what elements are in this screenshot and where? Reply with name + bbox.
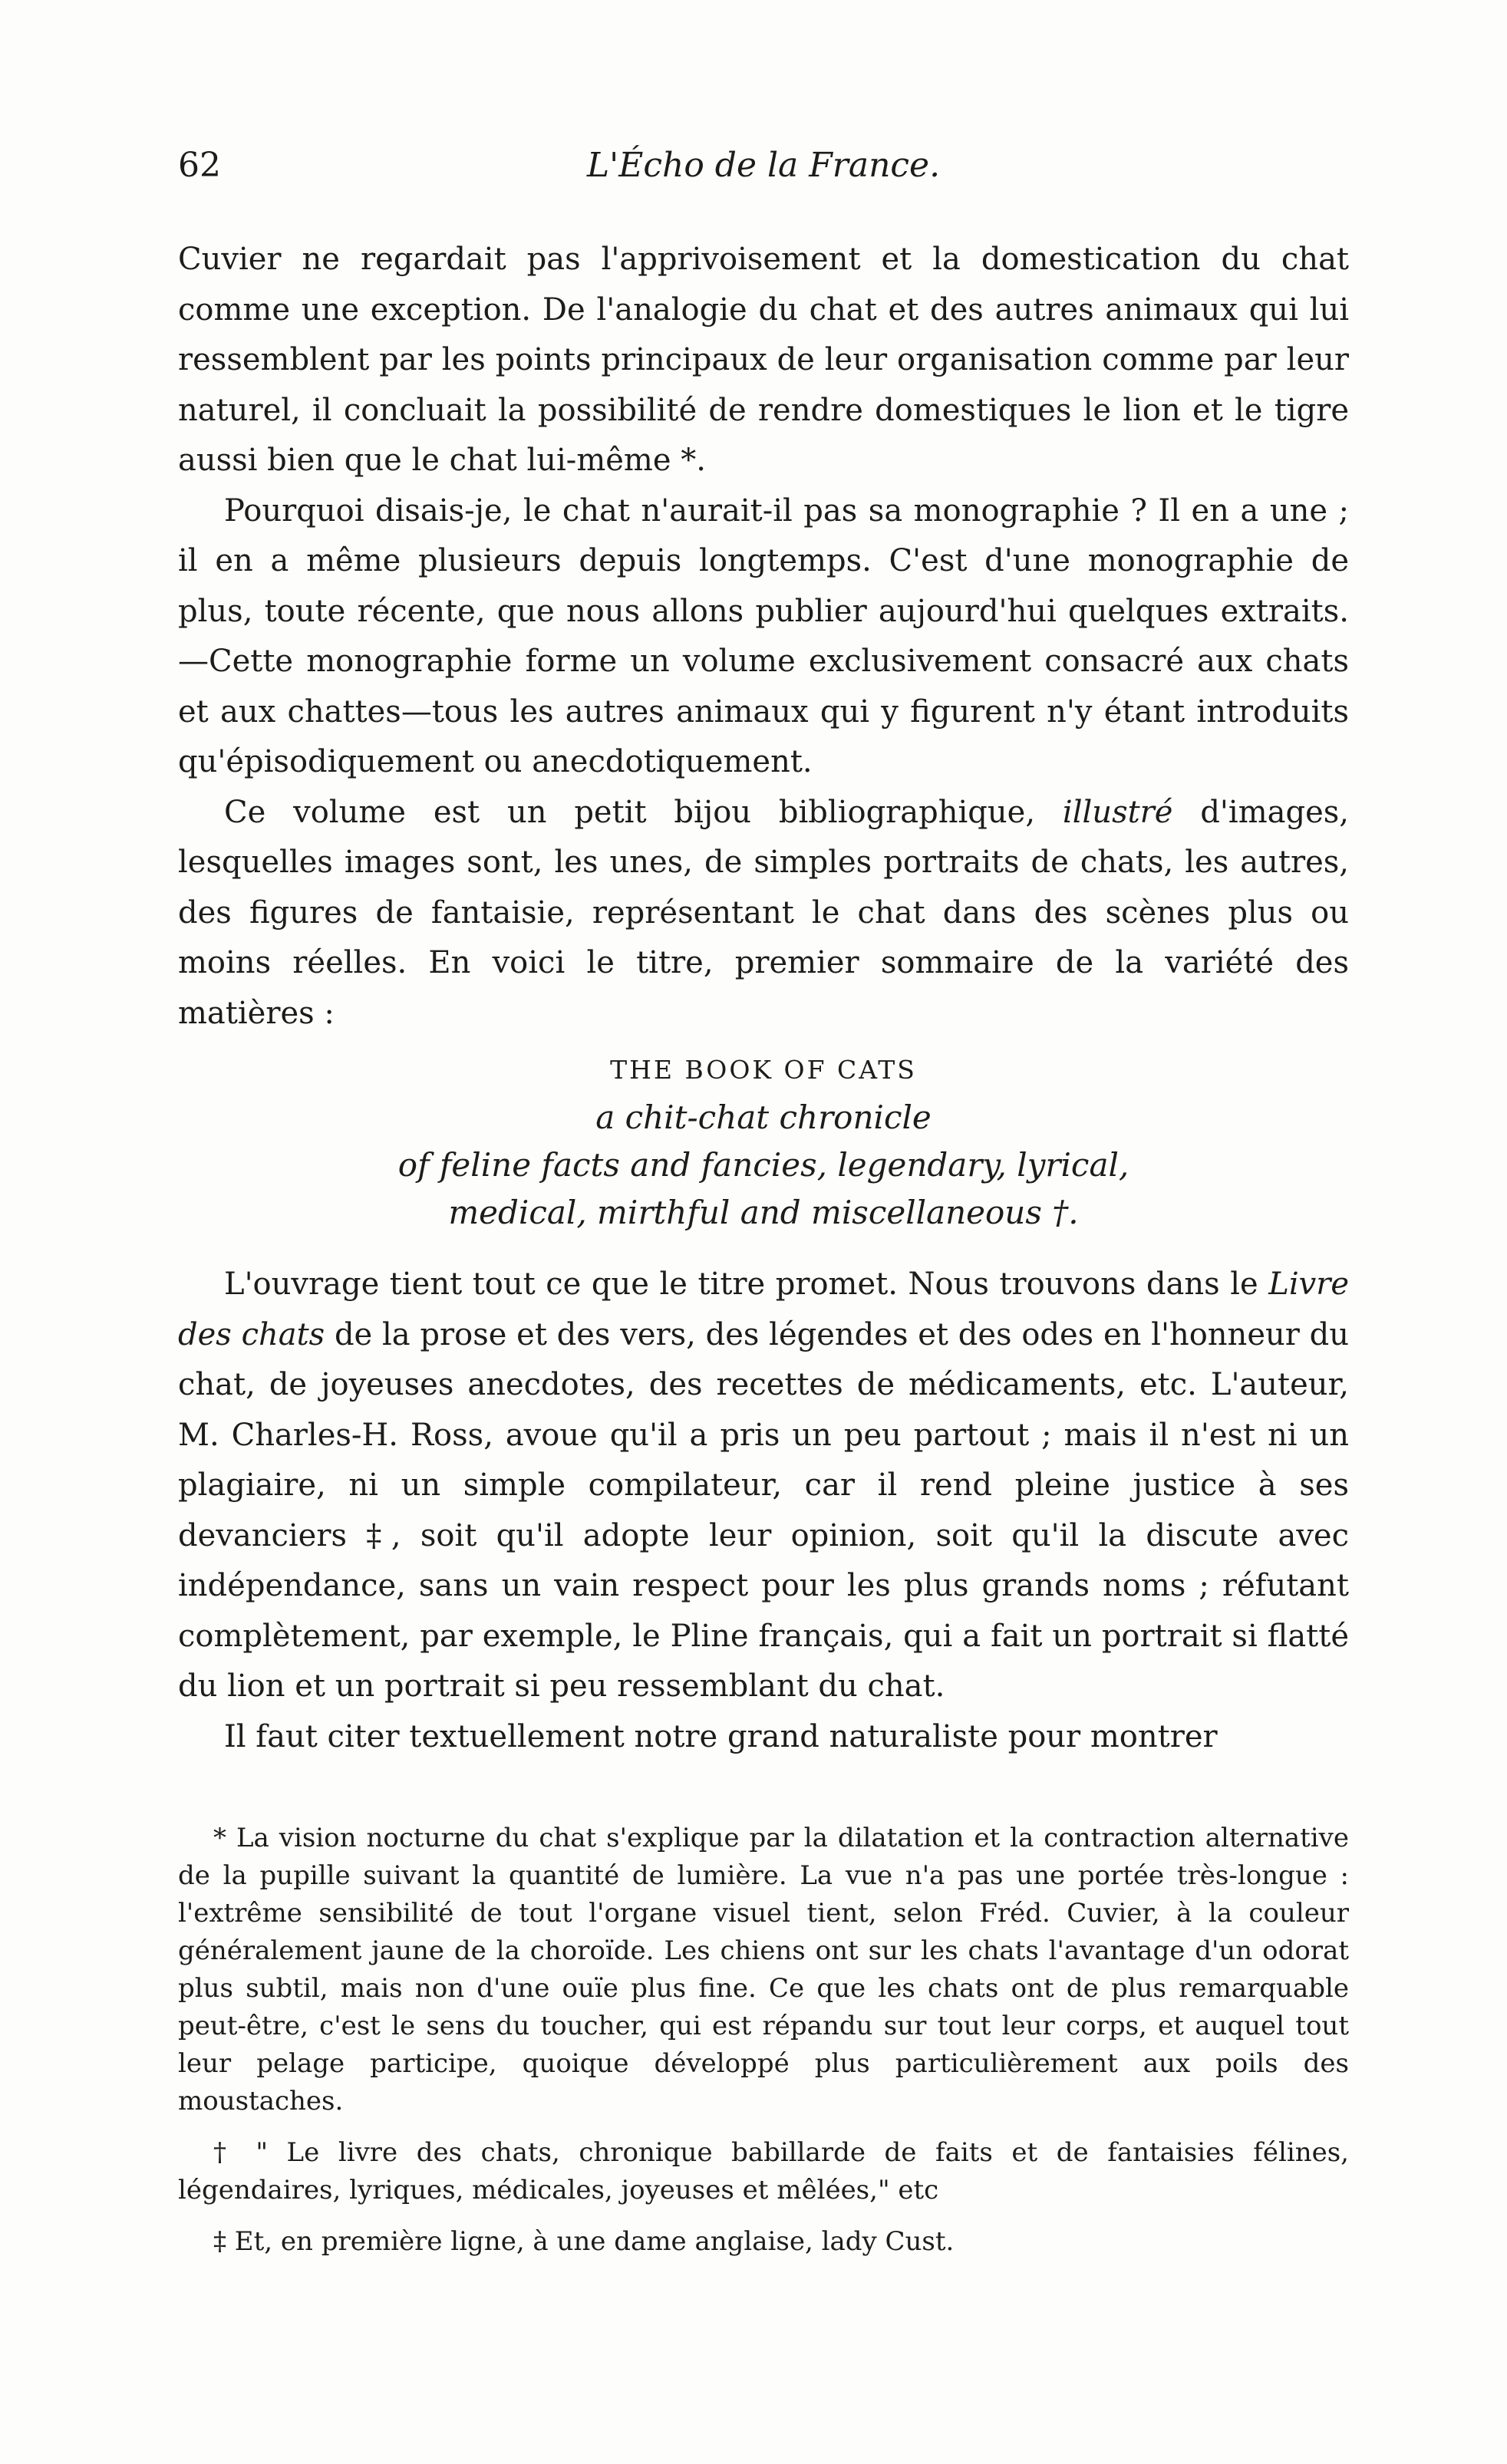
paragraph-3 — [178, 788, 1349, 1039]
book-title-line-2: a chit-chat chronicle — [595, 1099, 932, 1136]
page-number: 62 — [178, 146, 221, 185]
body-text — [178, 235, 1349, 1762]
paragraph-4-text-b: de la prose et des vers, des légendes et des odes en l'honneur du chat, de joyeuses anecdotes, des recettes de médicaments, etc. L'auteur, M. Charles-H. Ross, avoue qu'il a pris un peu partout ; mais il n'est ni un plagiaire, ni un simple compilateur, car il rend pleine justice à ses devanciers ‡, soit qu'il adopte leur opinion, soit qu'il la discute avec indépendance, sans un vain respect pour les plus grands noms ; réfutant complètement, par exemple, le Pline français, qui a fait un portrait si flatté du lion et un portrait si peu ressemblant du chat. — [178, 1316, 1349, 1704]
paragraph-4 — [178, 1260, 1349, 1712]
paragraph-2: Pourquoi disais-je, le chat n'aurait-il pas sa monographie ? Il en a une ; il en a même plusieurs depuis longtemps. C'est d'une monographie de plus, toute récente, que nous allons publier aujourd'hui quelques extraits.—Cette monographie forme un volume exclusivement consacré aux chats et aux chattes—tous les autres animaux qui y figurent n'y étant introduits qu'épisodiquement ou anecdotiquement. — [178, 492, 1349, 779]
paragraph-3-text-a: Ce volume est un petit bijou bibliographique, — [224, 794, 1063, 830]
book-title-block — [178, 1046, 1349, 1237]
paragraph-1: Cuvier ne regardait pas l'apprivoisement et la domestication du chat comme une exception. De l'analogie du chat et des autres animaux qui lui ressemblent par les points principaux de leur organisation comme par leur naturel, il concluait la possibilité de rendre domestiques le lion et le tigre aussi bien que le chat lui-même *. — [178, 242, 1349, 478]
footnotes — [178, 1820, 1349, 2261]
footnote-star: * La vision nocturne du chat s'explique par la dilatation et la contraction alternative de la pupille suivant la quantité de lumière. La vue n'a pas une portée très-longue : l'extrême sensibilité de tout l'organe visuel tient, selon Fréd. Cuvier, à la couleur généralement jaune de la choroïde. Les chiens ont sur les chats l'avantage d'un odorat plus subtil, mais non d'une ouïe plus fine. Ce que les chats ont de plus remarquable peut-être, c'est le sens du toucher, qui est répandu sur tout leur corps, et auquel tout leur pelage participe, quoique développé plus particulièrement aux poils des moustaches. — [178, 1823, 1349, 2116]
paragraph-3-italic: illustré — [1062, 794, 1173, 830]
paragraph-4-text-a: L'ouvrage tient tout ce que le titre promet. Nous trouvons dans le — [224, 1267, 1269, 1302]
page-header — [178, 146, 1349, 199]
running-title: L'Écho de la France. — [586, 146, 941, 185]
footnote-double-dagger: ‡ Et, en première ligne, à une dame anglaise, lady Cust. — [213, 2226, 955, 2257]
book-title-line-4: medical, mirthful and miscellaneous †. — [448, 1194, 1079, 1231]
book-title-line-1: THE BOOK OF CATS — [610, 1055, 917, 1085]
paragraph-5: Il faut citer textuellement notre grand naturaliste pour montrer — [224, 1718, 1218, 1754]
footnote-dagger: † " Le livre des chats, chronique babillarde de faits et de fantaisies félines, légendaires, lyriques, médicales, joyeuses et mêlées," etc — [178, 2137, 1349, 2205]
paragraph-3-text-b: d'images, lesquelles images sont, les unes, de simples portraits de chats, les autres, des figures de fantaisie, représentant le chat dans des scènes plus ou moins réelles. En voici le titre, premier sommaire de la variété des matières : — [178, 794, 1350, 1031]
book-title-line-3: of feline facts and fancies, legendary, lyrical, — [397, 1146, 1129, 1184]
paragraph-4-italic: Livre des chats — [178, 1267, 1349, 1352]
